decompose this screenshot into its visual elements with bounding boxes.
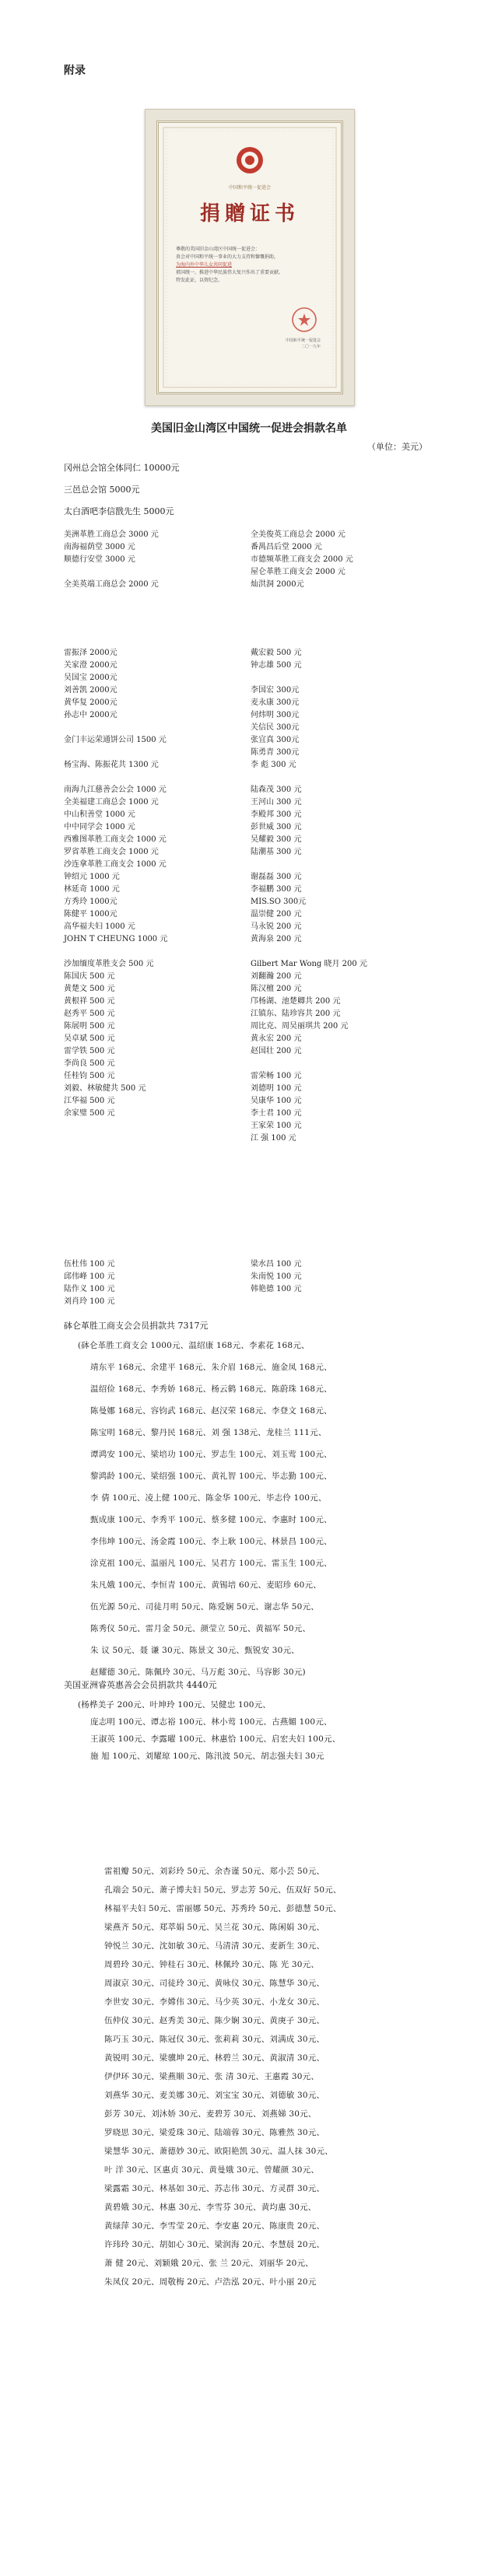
donor-entry: 雷振泽 2000元 [64, 649, 117, 657]
donor-entry: 吴卓斌 500 元 [64, 1034, 115, 1043]
gezhen-header: 砵仑革胜工商支会会员捐款共 7317元 [64, 1321, 209, 1331]
donor-entry: 黄根祥 500 元 [64, 997, 115, 1006]
donor-entry: 沙连拿革胜工商支会 1000 元 [64, 860, 167, 869]
donor-row: 陈秀仪 50元、雷月金 50元、颜莹立 50元、黄福军 50元、 [90, 1624, 311, 1633]
donor-entry: 陈勇青 300元 [251, 748, 300, 757]
donor-entry: 刘善凯 2000元 [64, 686, 117, 695]
donor-row: 伊伊环 30元、梁燕顺 30元、张 清 30元、王惠霞 30元、 [104, 2072, 320, 2081]
spacer [251, 859, 367, 871]
donor-entry: 梁水昌 100 元 [251, 1260, 302, 1269]
donor-entry: 谢磊磊 300 元 [251, 873, 302, 881]
donor-row: 梁露霜 30元、林基如 30元、苏志伟 30元、方灵群 30元、 [104, 2184, 325, 2193]
donation-list-title: 美国旧金山湾区中国统一促进会捐款名单 [151, 422, 347, 434]
donor-entry: 方秀玲 1000元 [64, 898, 117, 906]
spacer [251, 1058, 367, 1070]
donor-row: 陈宝明 168元、黎丹民 168元、刘 强 138元、龙桂兰 111元、 [90, 1428, 327, 1437]
donor-entry: 吴耀毅 300 元 [251, 835, 302, 844]
donor-row: 孔端会 50元、萧子博夫妇 50元、罗志芳 50元、伍双好 50元、 [104, 1885, 342, 1895]
donor-entry: 黄楚文 500 元 [64, 985, 115, 993]
donor-row: 谭鸿安 100元、梁培功 100元、罗志生 100元、刘玉莺 100元、 [90, 1450, 332, 1459]
donor-row: 陈曼娜 168元、容钧武 168元、赵汉荣 168元、李登文 168元、 [90, 1406, 332, 1416]
spacer [251, 672, 367, 684]
donor-entry: 金门丰运荣通饼公司 1500 元 [64, 736, 167, 744]
donor-row: 王淑英 100元、李露曜 100元、林惠恰 100元、启宏夫妇 100元、 [90, 1734, 341, 1744]
donor-entry: 戴宏毅 500 元 [251, 649, 302, 657]
donor-entry: 麦永康 300元 [251, 698, 300, 707]
donor-entry: 林延奇 1000 元 [64, 885, 120, 894]
donor-row: 涂克祖 100元、温丽凡 100元、吴君方 100元、雷玉生 100元、 [90, 1559, 332, 1568]
red-seal-icon [291, 306, 317, 333]
donor-entry: 关家澄 2000元 [64, 661, 117, 670]
spacer [64, 747, 167, 759]
certificate-signoff-date: 二〇一九年 [300, 345, 321, 349]
donor-row: 周淑京 30元、司徒玲 30元、黄咏仪 30元、陈慧华 30元、 [104, 1979, 325, 1988]
donor-entry: 江 强 100 元 [251, 1134, 296, 1143]
donor-entry: 杨宝海、陈振花共 1300 元 [64, 761, 159, 769]
donor-entry: 西雅图革胜工商支会 1000 元 [64, 835, 167, 844]
donor-entry: 伍杜伟 100 元 [64, 1260, 115, 1269]
donor-entry: 陆作义 100 元 [64, 1285, 115, 1293]
certificate-line3: 特发此证，以资纪念。 [176, 278, 223, 283]
donor-entry: 陈国庆 500 元 [64, 972, 115, 981]
donor-entry: 黄永宏 200 元 [251, 1034, 302, 1043]
donor-column-block1-left [64, 529, 159, 591]
donor-entry: 张宜真 300元 [251, 736, 300, 744]
donation-certificate [145, 109, 355, 406]
donor-entry: 南海九江慈善会公会 1000 元 [64, 786, 167, 794]
donor-entry: 全美英端工商总会 2000 元 [64, 580, 159, 589]
donor-entry: 全美福建工商总会 1000 元 [64, 798, 159, 807]
donor-row: 黄碧娥 30元、林惠 30元、李雪芬 30元、黄均惠 30元、 [104, 2203, 317, 2212]
donor-entry: 彭世威 300 元 [251, 823, 302, 831]
donor-row: 庞志明 100元、谭志裕 100元、林小莺 100元、古燕媚 100元、 [90, 1717, 332, 1727]
donor-row: 许玮玲 30元、胡如心 30元、梁润海 20元、李慧晨 20元、 [104, 2240, 325, 2249]
donor-row: 彭芳 30元、刘沐娇 30元、麦碧芳 30元、刘燕娣 30元、 [104, 2109, 317, 2119]
certificate-title: 捐贈证书 [199, 202, 300, 226]
certificate-signoff [286, 338, 321, 350]
donor-row: 叶 洋 30元、区惠贞 30元、黄曼娥 30元、曾耀颜 30元、 [104, 2165, 320, 2175]
donor-line: 冈州总会馆全体同仁 10000元 [64, 463, 180, 473]
donor-row: 钟悦兰 30元、沈如敏 30元、马清清 30元、麦新生 30元、 [104, 1941, 325, 1951]
donor-row: 萧 健 20元、刘颖娥 20元、张 兰 20元、刘丽华 20元、 [104, 2259, 314, 2268]
donor-row: (砵仑革胜工商支会 1000元、温绍康 168元、李素花 168元、 [78, 1341, 310, 1350]
donor-entry: 王河山 300 元 [251, 798, 302, 807]
donor-entry: 全美俊英工商总会 2000 元 [251, 530, 345, 539]
donor-entry: 沙加缅度革胜支会 500 元 [64, 960, 154, 968]
donor-row: 黄绿萍 30元、李雪莹 20元、李安惠 20元、陈康贵 20元、 [104, 2221, 325, 2231]
donor-entry: 韩艳德 100 元 [251, 1285, 302, 1293]
donor-entry: 顺德行安堂 3000 元 [64, 555, 135, 564]
donor-entry: 赵秀平 500 元 [64, 1010, 115, 1018]
certificate-body [176, 246, 324, 285]
certificate-signoff-org: 中国和平统一促进会 [285, 338, 321, 343]
donor-entry: 李殿邦 300 元 [251, 810, 302, 819]
spacer [251, 772, 367, 784]
donor-entry: 南海福荫堂 3000 元 [64, 543, 135, 551]
donor-row: 黄锐明 30元、梁骥坤 20元、林碧兰 30元、黄淑清 30元、 [104, 2053, 325, 2063]
spacer [64, 566, 159, 579]
spacer [251, 946, 367, 958]
donor-entry: 刘翻瀚 200 元 [251, 972, 302, 981]
spacer [64, 946, 167, 958]
donor-row: 伍光源 50元、司徒月明 50元、陈爱娴 50元、谢志华 50元、 [90, 1602, 319, 1612]
donor-row: 李世安 30元、李嫦伟 30元、马少英 30元、小龙女 30元、 [104, 1997, 325, 2007]
donor-entry: 市德频革胜工商支会 2000 元 [251, 555, 353, 564]
donor-row: 赵耀德 30元、陈佩玲 30元、马万彪 30元、马容影 30元) [90, 1668, 306, 1677]
donor-row: (杨桦美子 200元、叶坤玲 100元、吴健忠 100元、 [78, 1700, 272, 1710]
certificate-line1: 贵会对中国和平统一事业的大力支持和慷慨捐助， [176, 255, 279, 260]
donor-column-block2-left [64, 647, 167, 1120]
spacer [64, 722, 167, 734]
donor-entry: 陆潮基 300 元 [251, 848, 302, 856]
donor-entry: 黄海泉 200 元 [251, 935, 302, 943]
donor-entry: 番禺昌后堂 2000 元 [251, 543, 322, 551]
donor-entry: 中山积善堂 1000 元 [64, 810, 135, 819]
donor-entry: 钟志雄 500 元 [251, 661, 302, 670]
donor-entry: 周比克、周吴丽琪共 200 元 [251, 1022, 349, 1031]
certificate-org: 中国和平统一促进会 [228, 186, 271, 191]
donor-entry: 钟绍元 1000 元 [64, 873, 120, 881]
donor-row: 梁燕齐 50元、郑萃娟 50元、吴兰花 30元、陈闲娟 30元、 [104, 1923, 325, 1932]
donor-row: 李伟坤 100元、汤金霞 100元、李上耿 100元、林景昌 100元、 [90, 1537, 332, 1546]
donor-entry: 赵国壮 200 元 [251, 1047, 302, 1055]
emblem-icon [234, 145, 265, 176]
donor-entry: 邱伟峰 100 元 [64, 1272, 115, 1281]
donor-entry: JOHN T CHEUNG 1000 元 [64, 935, 168, 943]
donor-entry: 江华福 500 元 [64, 1097, 115, 1105]
donor-entry: 孙志中 2000元 [64, 711, 117, 719]
donor-entry: 陆森茂 300 元 [251, 786, 302, 794]
donor-row: 雷祖瓣 50元、刘彩玲 50元、余杏谨 50元、郑小芸 50元、 [104, 1867, 325, 1876]
donor-row: 刘燕华 30元、麦美娜 30元、刘宝宝 30元、刘德敏 30元、 [104, 2091, 325, 2100]
donor-entry: 美洲革胜工商总会 3000 元 [64, 530, 159, 539]
donor-line: 三邑总会馆 5000元 [64, 485, 140, 495]
donor-entry: 朱南悦 100 元 [251, 1272, 302, 1281]
donor-column-block3-left [64, 1258, 114, 1308]
donor-entry: 陈展明 500 元 [64, 1022, 115, 1031]
donor-entry: 李 彪 300 元 [251, 761, 296, 769]
donor-entry: 李尚良 500 元 [64, 1059, 115, 1068]
donor-entry: 罗省革胜工商支会 1000 元 [64, 848, 159, 856]
donor-entry: 王家荣 100 元 [251, 1122, 302, 1130]
donor-entry: 温崇健 200 元 [251, 910, 302, 919]
donor-entry: 邝杨湖、池楚卿共 200 元 [251, 997, 341, 1006]
donor-row: 林福平夫妇 50元、雷丽娜 50元、苏秀玲 50元、彭德慧 50元、 [104, 1904, 342, 1913]
donor-column-block2-right [251, 647, 367, 1145]
donor-entry: 灿洪洞 2000元 [251, 580, 304, 589]
donor-entry: 中中同学会 1000 元 [64, 823, 135, 831]
donor-entry: 刘德明 100 元 [251, 1084, 302, 1093]
donor-row: 施 旭 100元、刘耀琼 100元、陈汛波 50元、胡志强夫妇 30元 [90, 1752, 324, 1761]
unit-note: （单位：美元） [367, 442, 427, 452]
donor-entry: 雷荣畅 100 元 [251, 1072, 302, 1080]
donor-row: 甄成康 100元、李秀平 100元、蔡多健 100元、李惠时 100元、 [90, 1515, 332, 1524]
yaji-header: 美国亚洲睿英惠善会会员捐款共 4440元 [64, 1680, 217, 1690]
donor-entry: 关信民 300元 [251, 723, 300, 732]
donor-row: 靖东平 168元、余建平 168元、朱介眉 168元、施金凤 168元、 [90, 1363, 332, 1372]
certificate-highlight: 为海内外中华儿女共同促进 [176, 263, 233, 268]
donor-row: 朱凡娥 100元、李恒青 100元、黄锡培 60元、麦昭珍 60元、 [90, 1580, 321, 1590]
donor-entry: 刘毅、林敏健共 500 元 [64, 1084, 146, 1093]
donor-row: 梁慧华 30元、萧德妙 30元、欧阳艳凯 30元、温人抹 30元、 [104, 2147, 333, 2156]
donor-entry: 陈汉檀 200 元 [251, 985, 302, 993]
certificate-line2: 祖国统一，推进中华民族伟大复兴作出了重要贡献。 [176, 271, 284, 275]
donor-entry: Gilbert Mar Wong 晓月 200 元 [251, 960, 367, 968]
donor-entry: 陈健平 1000元 [64, 910, 117, 919]
donor-row: 朱凤仪 20元、周敬梅 20元、卢浩泓 20元、叶小丽 20元 [104, 2277, 317, 2287]
donor-row: 陈巧玉 30元、陈冠仪 30元、张莉莉 30元、刘满成 30元、 [104, 2035, 325, 2044]
donor-row: 朱 议 50元、聂 谦 30元、陈景文 30元、甄锐安 30元、 [90, 1646, 300, 1655]
donor-column-block3-right [251, 1258, 301, 1296]
donor-entry: 马永锐 200 元 [251, 922, 302, 931]
donor-entry: 李国宏 300元 [251, 686, 300, 695]
donor-row: 温绍俭 168元、李秀娇 168元、杨云鹤 168元、陈蔚珠 168元、 [90, 1384, 332, 1394]
appendix-label: 附录 [64, 64, 86, 76]
donor-column-block1-right [251, 529, 353, 591]
spacer [64, 772, 167, 784]
donor-line: 太白酒吧李信戬先生 5000元 [64, 506, 174, 516]
certificate-frame [156, 121, 343, 394]
donor-entry: 李士君 100 元 [251, 1109, 302, 1118]
donor-row: 李 倩 100元、凌上健 100元、陈金华 100元、毕志伶 100元、 [90, 1493, 327, 1503]
donor-entry: MIS.SO 300元 [251, 898, 307, 906]
donor-entry: 李福鹏 300 元 [251, 885, 302, 894]
donor-entry: 任桂钧 500 元 [64, 1072, 115, 1080]
donor-entry: 余家璧 500 元 [64, 1109, 115, 1118]
donor-entry: 雷学铁 500 元 [64, 1047, 115, 1055]
donor-row: 黎鸿龄 100元、梁绍强 100元、黄礼智 100元、毕志勤 100元、 [90, 1472, 332, 1481]
donor-entry: 何炜明 300元 [251, 711, 300, 719]
donor-entry: 刘肖玲 100 元 [64, 1297, 115, 1306]
donor-entry: 吴康华 100 元 [251, 1097, 302, 1105]
donor-entry: 黄华复 2000元 [64, 698, 117, 707]
certificate-intro: 尊敬的美国旧金山湾区中国统一促进会： [176, 247, 261, 252]
donor-entry: 江镇东、陆珍容共 200 元 [251, 1010, 341, 1018]
donor-row: 罗晓思 30元、梁爱珠 30元、陆端蓉 30元、陈雅然 30元、 [104, 2128, 325, 2137]
donor-entry: 屋仑革胜工商支会 2000 元 [251, 568, 345, 576]
donor-row: 周碧玲 30元、钟桂石 30元、林佩玲 30元、陈 光 30元、 [104, 1960, 320, 1969]
donor-row: 伍仲仪 30元、赵秀美 30元、陈少娴 30元、黄庚子 30元、 [104, 2016, 325, 2025]
donor-entry: 吴国宝 2000元 [64, 674, 117, 682]
donor-entry: 高华福夫妇 1000 元 [64, 922, 135, 931]
